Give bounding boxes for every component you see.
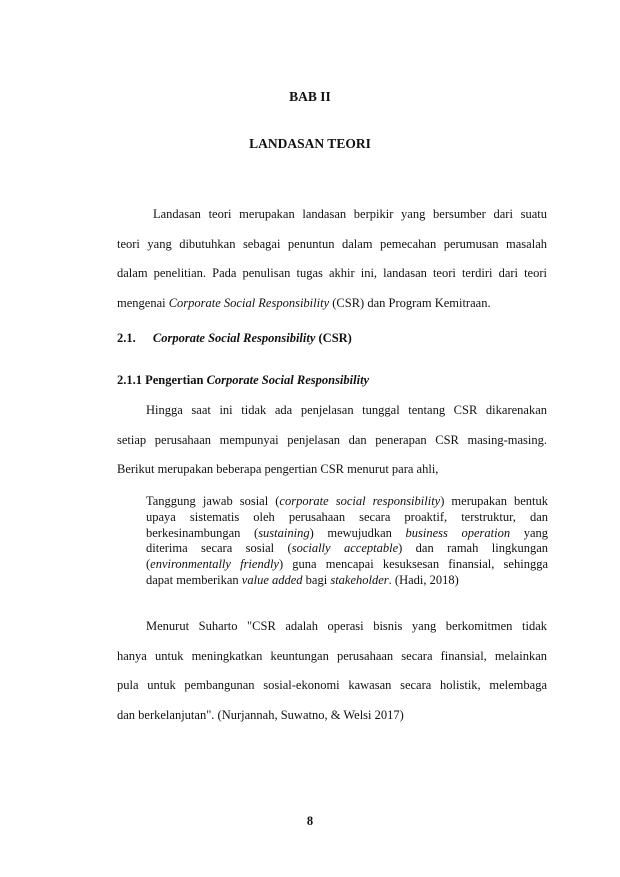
para-line: hanya untuk meningkatkan keuntungan perusahaan secara finansial, melainkan <box>117 648 547 663</box>
section-number: 2.1. <box>117 331 136 345</box>
body-paragraph-1 <box>117 396 547 485</box>
para-line: Berikut merupakan beberapa pengertian CSR menurut para ahli, <box>117 462 439 476</box>
intro-line: Landasan teori merupakan landasan berpikir yang bersumber dari suatu <box>153 207 547 221</box>
para-line: pula untuk pembangunan sosial-ekonomi kawasan secara holistik, melembaga <box>117 678 547 692</box>
quote-line: diterima secara sosial (socially acceptable) dan ramah lingkungan <box>146 541 548 556</box>
intro-line: mengenai Corporate Social Responsibility (CSR) dan Program Kemitraan. <box>117 295 491 310</box>
quote-line: (environmentally friendly) guna mencapai kesuksesan finansial, sehingga <box>146 557 548 572</box>
intro-line: teori yang dibutuhkan sebagai penuntun dalam pemecahan perumusan masalah <box>117 236 547 251</box>
subsection-heading: 2.1.1 Pengertian Corporate Social Responsibility <box>117 373 370 387</box>
quote-line: berkesinambungan (sustaining) mewujudkan business operation yang <box>146 525 549 540</box>
section-title: Corporate Social Responsibility <box>152 331 316 345</box>
chapter-title: LANDASAN TEORI <box>249 136 371 151</box>
quote-line: upaya sistematis oleh perusahaan secara proaktif, terstruktur, dan <box>146 509 548 524</box>
section-heading: 2.1. Corporate Social Responsibility (CSR) <box>117 331 352 345</box>
para-line: setiap perusahaan mempunyai penjelasan dan penerapan CSR masing-masing. <box>117 432 547 447</box>
intro-line: dalam penelitian. Pada penulisan tugas akhir ini, landasan teori terdiri dari teori <box>117 266 547 280</box>
para-line: dan berkelanjutan". (Nurjannah, Suwatno, & Welsi 2017) <box>117 707 404 722</box>
chapter-label: BAB II <box>289 89 331 104</box>
body-paragraph-2 <box>117 612 547 730</box>
block-quote <box>146 494 548 589</box>
page-number: 8 <box>306 814 314 828</box>
intro-paragraph <box>117 200 547 318</box>
para-line: Hingga saat ini tidak ada penjelasan tunggal tentang CSR dikarenakan <box>146 403 547 417</box>
quote-line: dapat memberikan value added bagi stakeholder. (Hadi, 2018) <box>146 572 459 587</box>
quote-line: Tanggung jawab sosial (corporate social responsibility) merupakan bentuk <box>146 494 549 508</box>
para-line: Menurut Suharto "CSR adalah operasi bisnis yang berkomitmen tidak <box>146 619 547 633</box>
